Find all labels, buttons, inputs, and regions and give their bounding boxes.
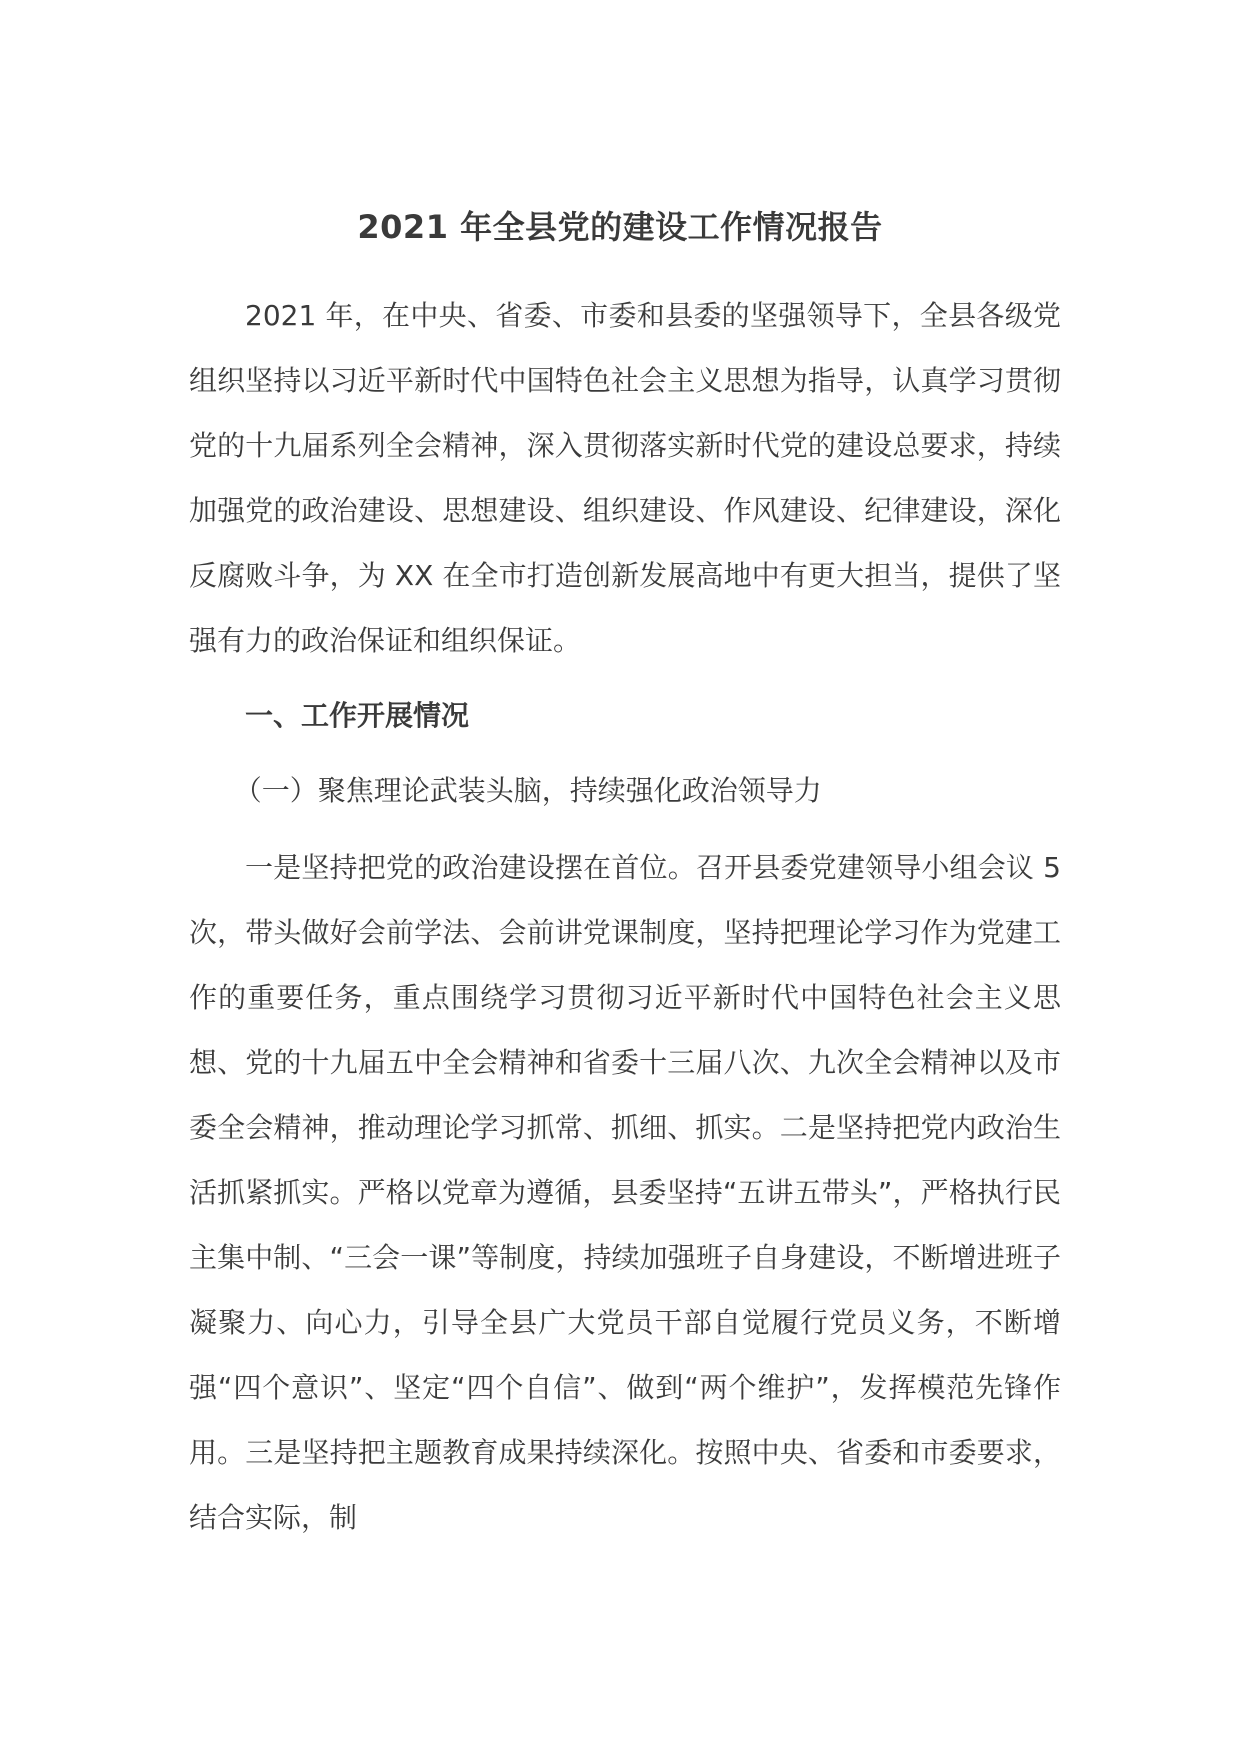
intro-paragraph: 2021 年，在中央、省委、市委和县委的坚强领导下，全县各级党组织坚持以习近平新时代中国特色社会主义思想为指导，认真学习贯彻党的十九届系列全会精神，深入贯彻落实新时代党的建设总要求，持续加强党的政治建设、思想建设、组织建设、作风建设、纪律建设，深化反腐败斗争，为 XX 在全市打造创新发展高地中有更大担当，提供了坚强有力的政治保证和组织保证。 — [189, 299, 1061, 657]
subsection-heading: （一）聚焦理论武装头脑，持续强化政治领导力 — [233, 774, 822, 807]
document-body — [189, 283, 1061, 1550]
document-title: 2021 年全县党的建设工作情况报告 — [357, 208, 883, 246]
section-heading: 一、工作开展情况 — [245, 699, 470, 732]
subsection-paragraph: 一是坚持把党的政治建设摆在首位。召开县委党建领导小组会议 5 次，带头做好会前学法、会前讲党课制度，坚持把理论学习作为党建工作的重要任务，重点围绕学习贯彻习近平新时代中国特色社会主义思想、党的十九届五中全会精神和省委十三届八次、九次全会精神以及市委全会精神，推动理论学习抓常、抓细、抓实。二是坚持把党内政治生活抓紧抓实。严格以党章为遵循，县委坚持“五讲五带头”，严格执行民主集中制、“三会一课”等制度，持续加强班子自身建设，不断增进班子凝聚力、向心力，引导全县广大党员干部自觉履行党员义务，不断增强“四个意识”、坚定“四个自信”、做到“两个维护”，发挥模范先锋作用。三是坚持把主题教育成果持续深化。按照中央、省委和市委要求，结合实际，制 — [189, 851, 1061, 1534]
